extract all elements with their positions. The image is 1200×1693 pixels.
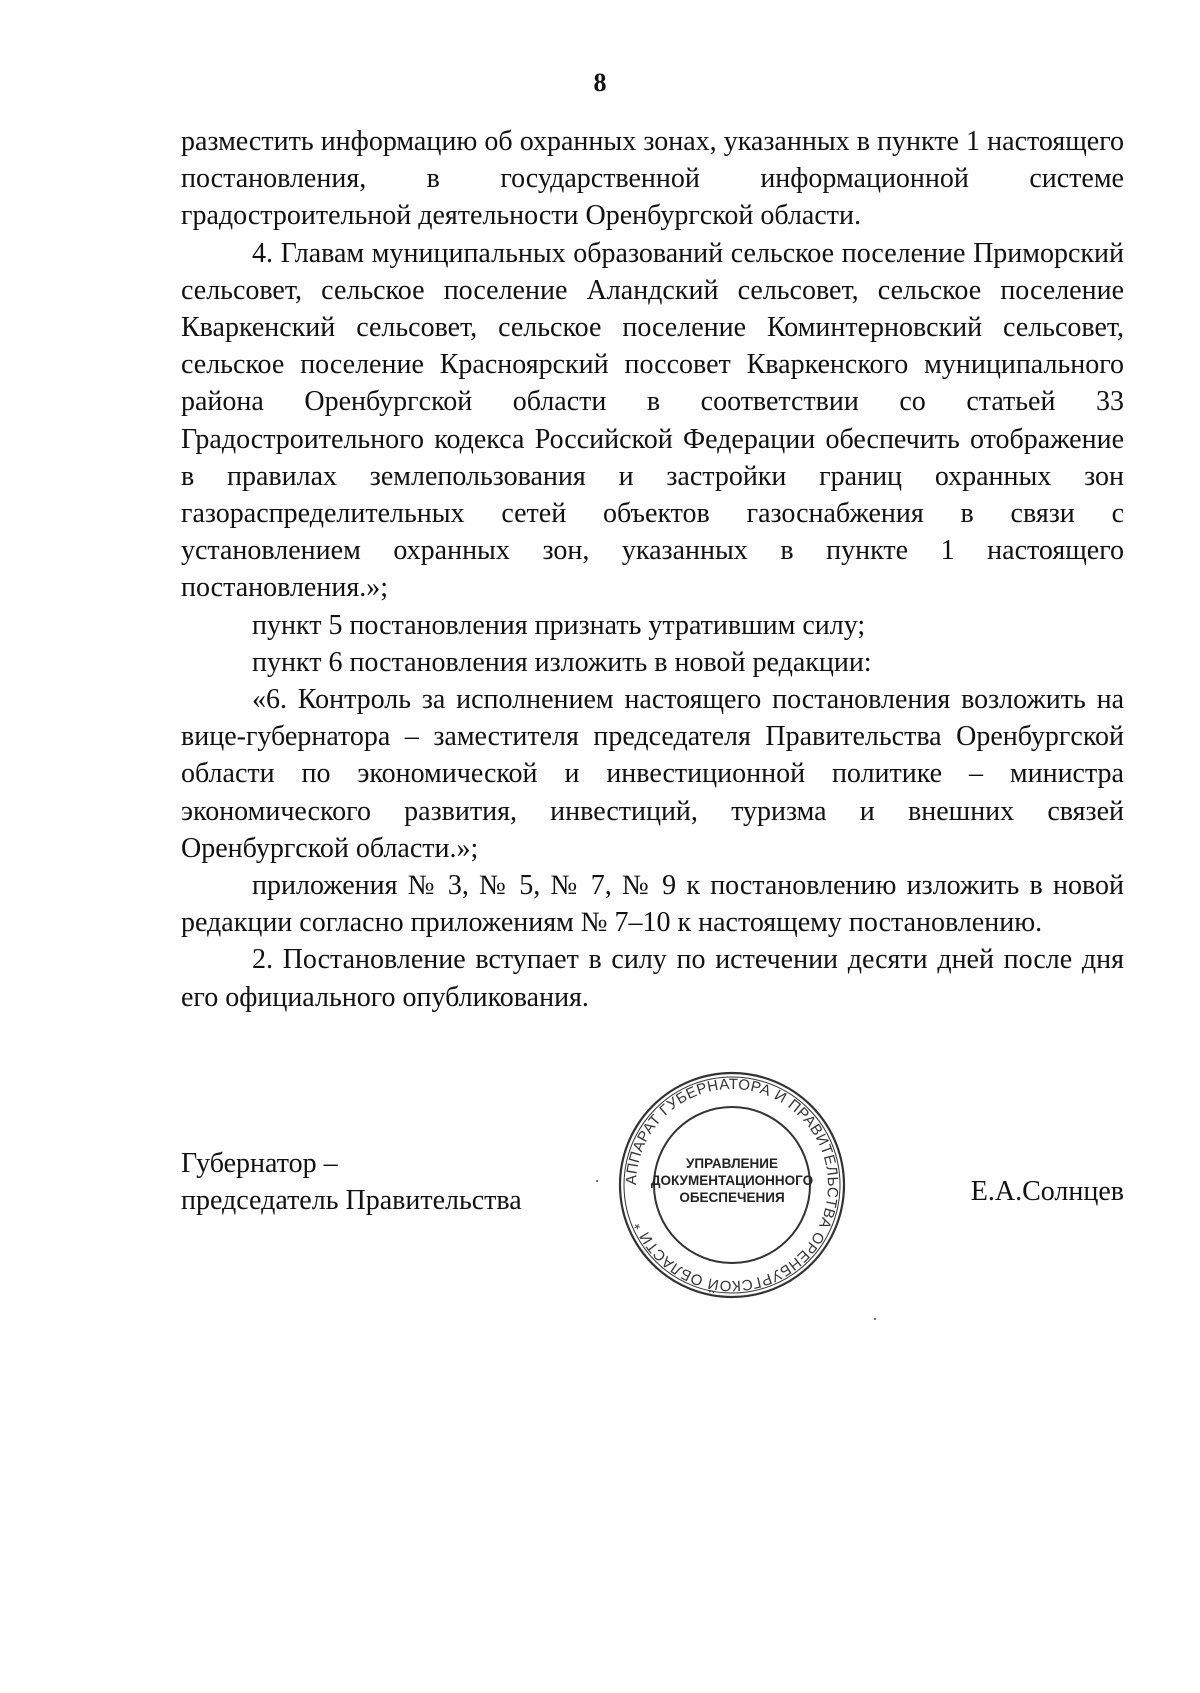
paragraph-item-4: 4. Главам муниципальных образований сельское поселение Приморский сельсовет, сельское поселение Аландский сельсовет, сельское поселение Кваркенский сельсовет, сельское поселение Коминтерновский сельсовет, сельское поселение Красноярский поссовет Кваркенского муниципального района Оренбургской области в соответствии со статьей 33 Градостроительного кодекса Российской Федерации обеспечить отображение в правилах землепользования и застройки границ охранных зон газораспределительных сетей объектов газоснабжения в связи с установлением охранных зон, указанных в пункте 1 настоящего постановления.»;	[181, 237, 1124, 604]
document-body	[181, 123, 1124, 1016]
scan-speck	[596, 1180, 598, 1182]
stamp-line2: ДОКУМЕНТАЦИОННОГО	[650, 1173, 814, 1188]
stamp-line1: УПРАВЛЕНИЕ	[685, 1156, 778, 1171]
paragraph-effective-date: 2. Постановление вступает в силу по истечении десяти дней после дня его официального опубликования.	[181, 944, 1124, 1013]
paragraph-appendices: приложения № 3, № 5, № 7, № 9 к постановлению изложить в новой редакции согласно приложениям № 7–10 к настоящему постановлению.	[181, 870, 1124, 939]
paragraph-item-6-text: «6. Контроль за исполнением настоящего постановления возложить на вице-губернатора – заместителя председателя Правительства Оренбургской области по экономической и инвестиционной политике – министра экономического развития, инвестиций, туризма и внешних связей Оренбургской области.»;	[181, 684, 1124, 864]
paragraph-continuation: разместить информацию об охранных зонах, указанных в пункте 1 настоящего постановления, в государственной информационной системе градостроительной деятельности Оренбургской области.	[181, 126, 1124, 232]
page-number: 8	[593, 68, 607, 97]
signature-title	[181, 1145, 522, 1219]
stamp-center-text	[642, 1155, 822, 1206]
paragraph-item-6-intro: пункт 6 постановления изложить в новой редакции:	[252, 646, 872, 678]
paragraph-item-5: пункт 5 постановления признать утратившим силу;	[252, 609, 866, 641]
stamp-outer-text: АППАРАТ ГУБЕРНАТОРА И ПРАВИТЕЛЬСТВА ОРЕНБУРГСКОЙ ОБЛАСТИ *	[622, 1075, 842, 1295]
signatory-name: Е.А.Солнцев	[970, 1176, 1124, 1207]
official-stamp	[612, 1065, 852, 1305]
stamp-line3: ОБЕСПЕЧЕНИЯ	[679, 1190, 785, 1205]
signature-title-line2: председатель Правительства	[181, 1185, 522, 1217]
scan-speck	[874, 1318, 876, 1320]
signature-title-line1: Губернатор –	[181, 1148, 338, 1179]
